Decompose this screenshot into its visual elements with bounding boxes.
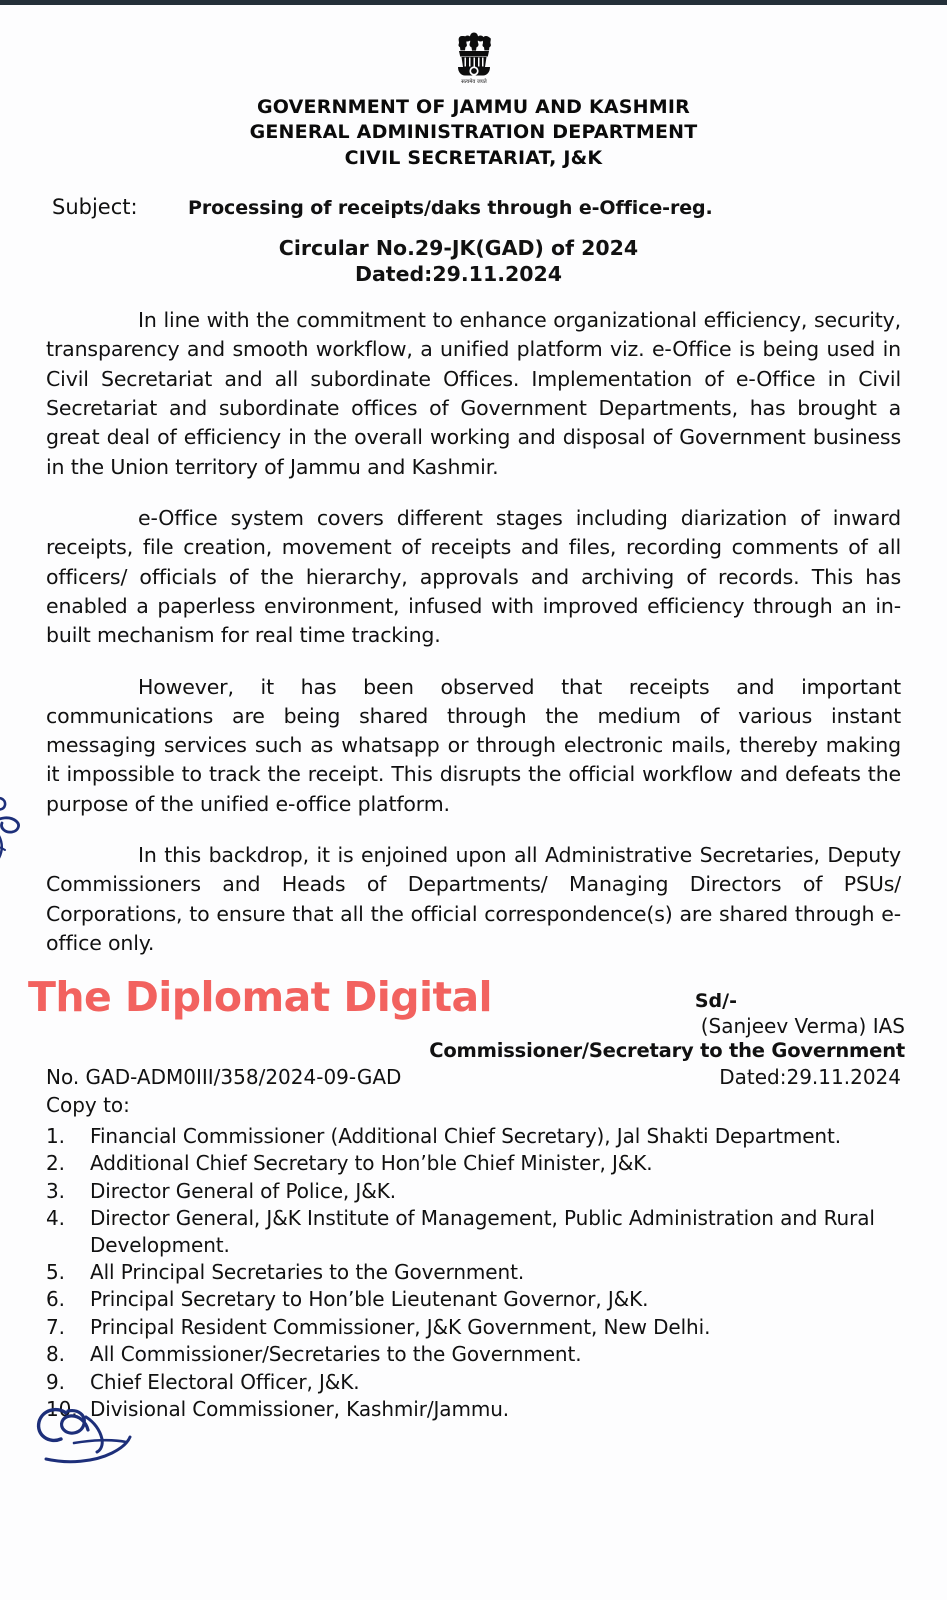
list-item-number: 2. — [46, 1151, 65, 1176]
list-item — [46, 1369, 906, 1395]
paragraph-1: In line with the commitment to enhance organizational efficiency, security, transparency and smooth workflow, a unified platform viz. e-Office is being used in Civil Secretariat and all subordinate Offices. Implementation of e-Office in Civil Secretariat and subordinate offices of Government Departments, has brought a great deal of efficiency in the overall working and disposal of Government business in the Union territory of Jammu and Kashmir. — [46, 308, 901, 479]
letterhead — [0, 95, 947, 171]
copy-to-list — [46, 1123, 906, 1423]
watermark-the-diplomat-digital: The Diplomat Digital — [28, 973, 492, 1021]
list-item-text: Additional Chief Secretary to Hon’ble Chief Minister, J&K. — [90, 1151, 653, 1176]
list-item-number: 4. — [46, 1206, 65, 1231]
list-item-text: Director General of Police, J&K. — [90, 1178, 396, 1203]
body-text — [0, 306, 947, 958]
circular-number: Circular No.29-JK(GAD) of 2024 — [278, 235, 639, 260]
list-item-number: 10. — [46, 1396, 78, 1421]
signer-title: Commissioner/Secretary to the Government — [429, 1039, 905, 1062]
paragraph-3: However, it has been observed that receipts and important communications are being shared through the medium of various instant messaging services such as whatsapp or through electronic mails, thereby making it impossible to track the receipt. This disrupts the official workflow and defeats the purpose of the unified e-office platform. — [46, 674, 901, 816]
list-item-number: 3. — [46, 1178, 65, 1203]
list-item-text: All Principal Secretaries to the Government. — [90, 1259, 525, 1284]
list-item-text: Principal Resident Commissioner, J&K Government, New Delhi. — [90, 1314, 711, 1339]
list-item-text: Divisional Commissioner, Kashmir/Jammu. — [90, 1396, 510, 1421]
paragraph-4: In this backdrop, it is enjoined upon all Administrative Secretaries, Deputy Commissioners and Heads of Departments/ Managing Directors of PSUs/ Corporations, to ensure that all the official correspondence(s) are shared through e-office only. — [46, 843, 901, 956]
copy-to-label: Copy to: — [46, 1093, 130, 1117]
letterhead-line-1: GOVERNMENT OF JAMMU AND KASHMIR — [256, 96, 690, 118]
list-item-number: 7. — [46, 1314, 65, 1339]
emblem-motto-text: सत्यमेव जयते — [460, 79, 487, 85]
list-item-number: 8. — [46, 1342, 65, 1367]
list-item-number: 9. — [46, 1369, 65, 1394]
reference-number: No. GAD-ADM0III/358/2024-09-GAD — [46, 1065, 402, 1089]
subject-text: Processing of receipts/daks through e-Office-reg. — [188, 196, 713, 219]
letterhead-line-3: CIVIL SECRETARIAT, J&K — [344, 146, 603, 169]
emblem-container — [0, 5, 947, 93]
signature-sd: Sd/- — [694, 990, 737, 1012]
subject-row — [0, 195, 947, 219]
list-item — [46, 1341, 906, 1367]
signer-name: (Sanjeev Verma) IAS — [700, 1014, 905, 1038]
list-item-number: 1. — [46, 1124, 65, 1148]
list-item — [46, 1178, 906, 1204]
list-item-text: Financial Commissioner (Additional Chief Secretary), Jal Shakti Department. — [90, 1124, 841, 1148]
document-page — [0, 5, 947, 1600]
list-item-text: Chief Electoral Officer, J&K. — [90, 1369, 360, 1394]
subject-label: Subject: — [52, 194, 138, 219]
circular-block — [0, 235, 947, 288]
list-item — [46, 1396, 906, 1422]
letterhead-line-2: GENERAL ADMINISTRATION DEPARTMENT — [249, 121, 698, 144]
india-state-emblem-icon — [445, 27, 503, 89]
list-item — [46, 1314, 906, 1340]
signature-block — [385, 990, 905, 1062]
list-item — [46, 1150, 906, 1176]
handwritten-initial-margin-icon — [0, 790, 60, 865]
list-item-text: All Commissioner/Secretaries to the Government. — [90, 1342, 582, 1367]
list-item-number: 6. — [46, 1287, 65, 1312]
list-item — [46, 1259, 906, 1285]
list-item-number: 5. — [46, 1259, 65, 1284]
list-item — [46, 1286, 906, 1312]
reference-row — [46, 1065, 901, 1089]
list-item-text: Principal Secretary to Hon’ble Lieutenant Governor, J&K. — [90, 1287, 649, 1312]
circular-dated: Dated:29.11.2024 — [354, 262, 563, 287]
list-item — [46, 1123, 906, 1149]
handwritten-signature-bottom-icon — [34, 1403, 174, 1475]
paragraph-2: e-Office system covers different stages including diarization of inward receipts, file creation, movement of receipts and files, recording comments of all officers/ officials of the hierarchy, approvals and archiving of records. This has enabled a paperless environment, infused with improved efficiency through an in-built mechanism for real time tracking. — [46, 505, 901, 648]
list-item-text: Director General, J&K Institute of Management, Public Administration and Rural Development. — [90, 1206, 875, 1257]
list-item — [46, 1205, 906, 1258]
reference-dated: Dated:29.11.2024 — [719, 1065, 901, 1089]
